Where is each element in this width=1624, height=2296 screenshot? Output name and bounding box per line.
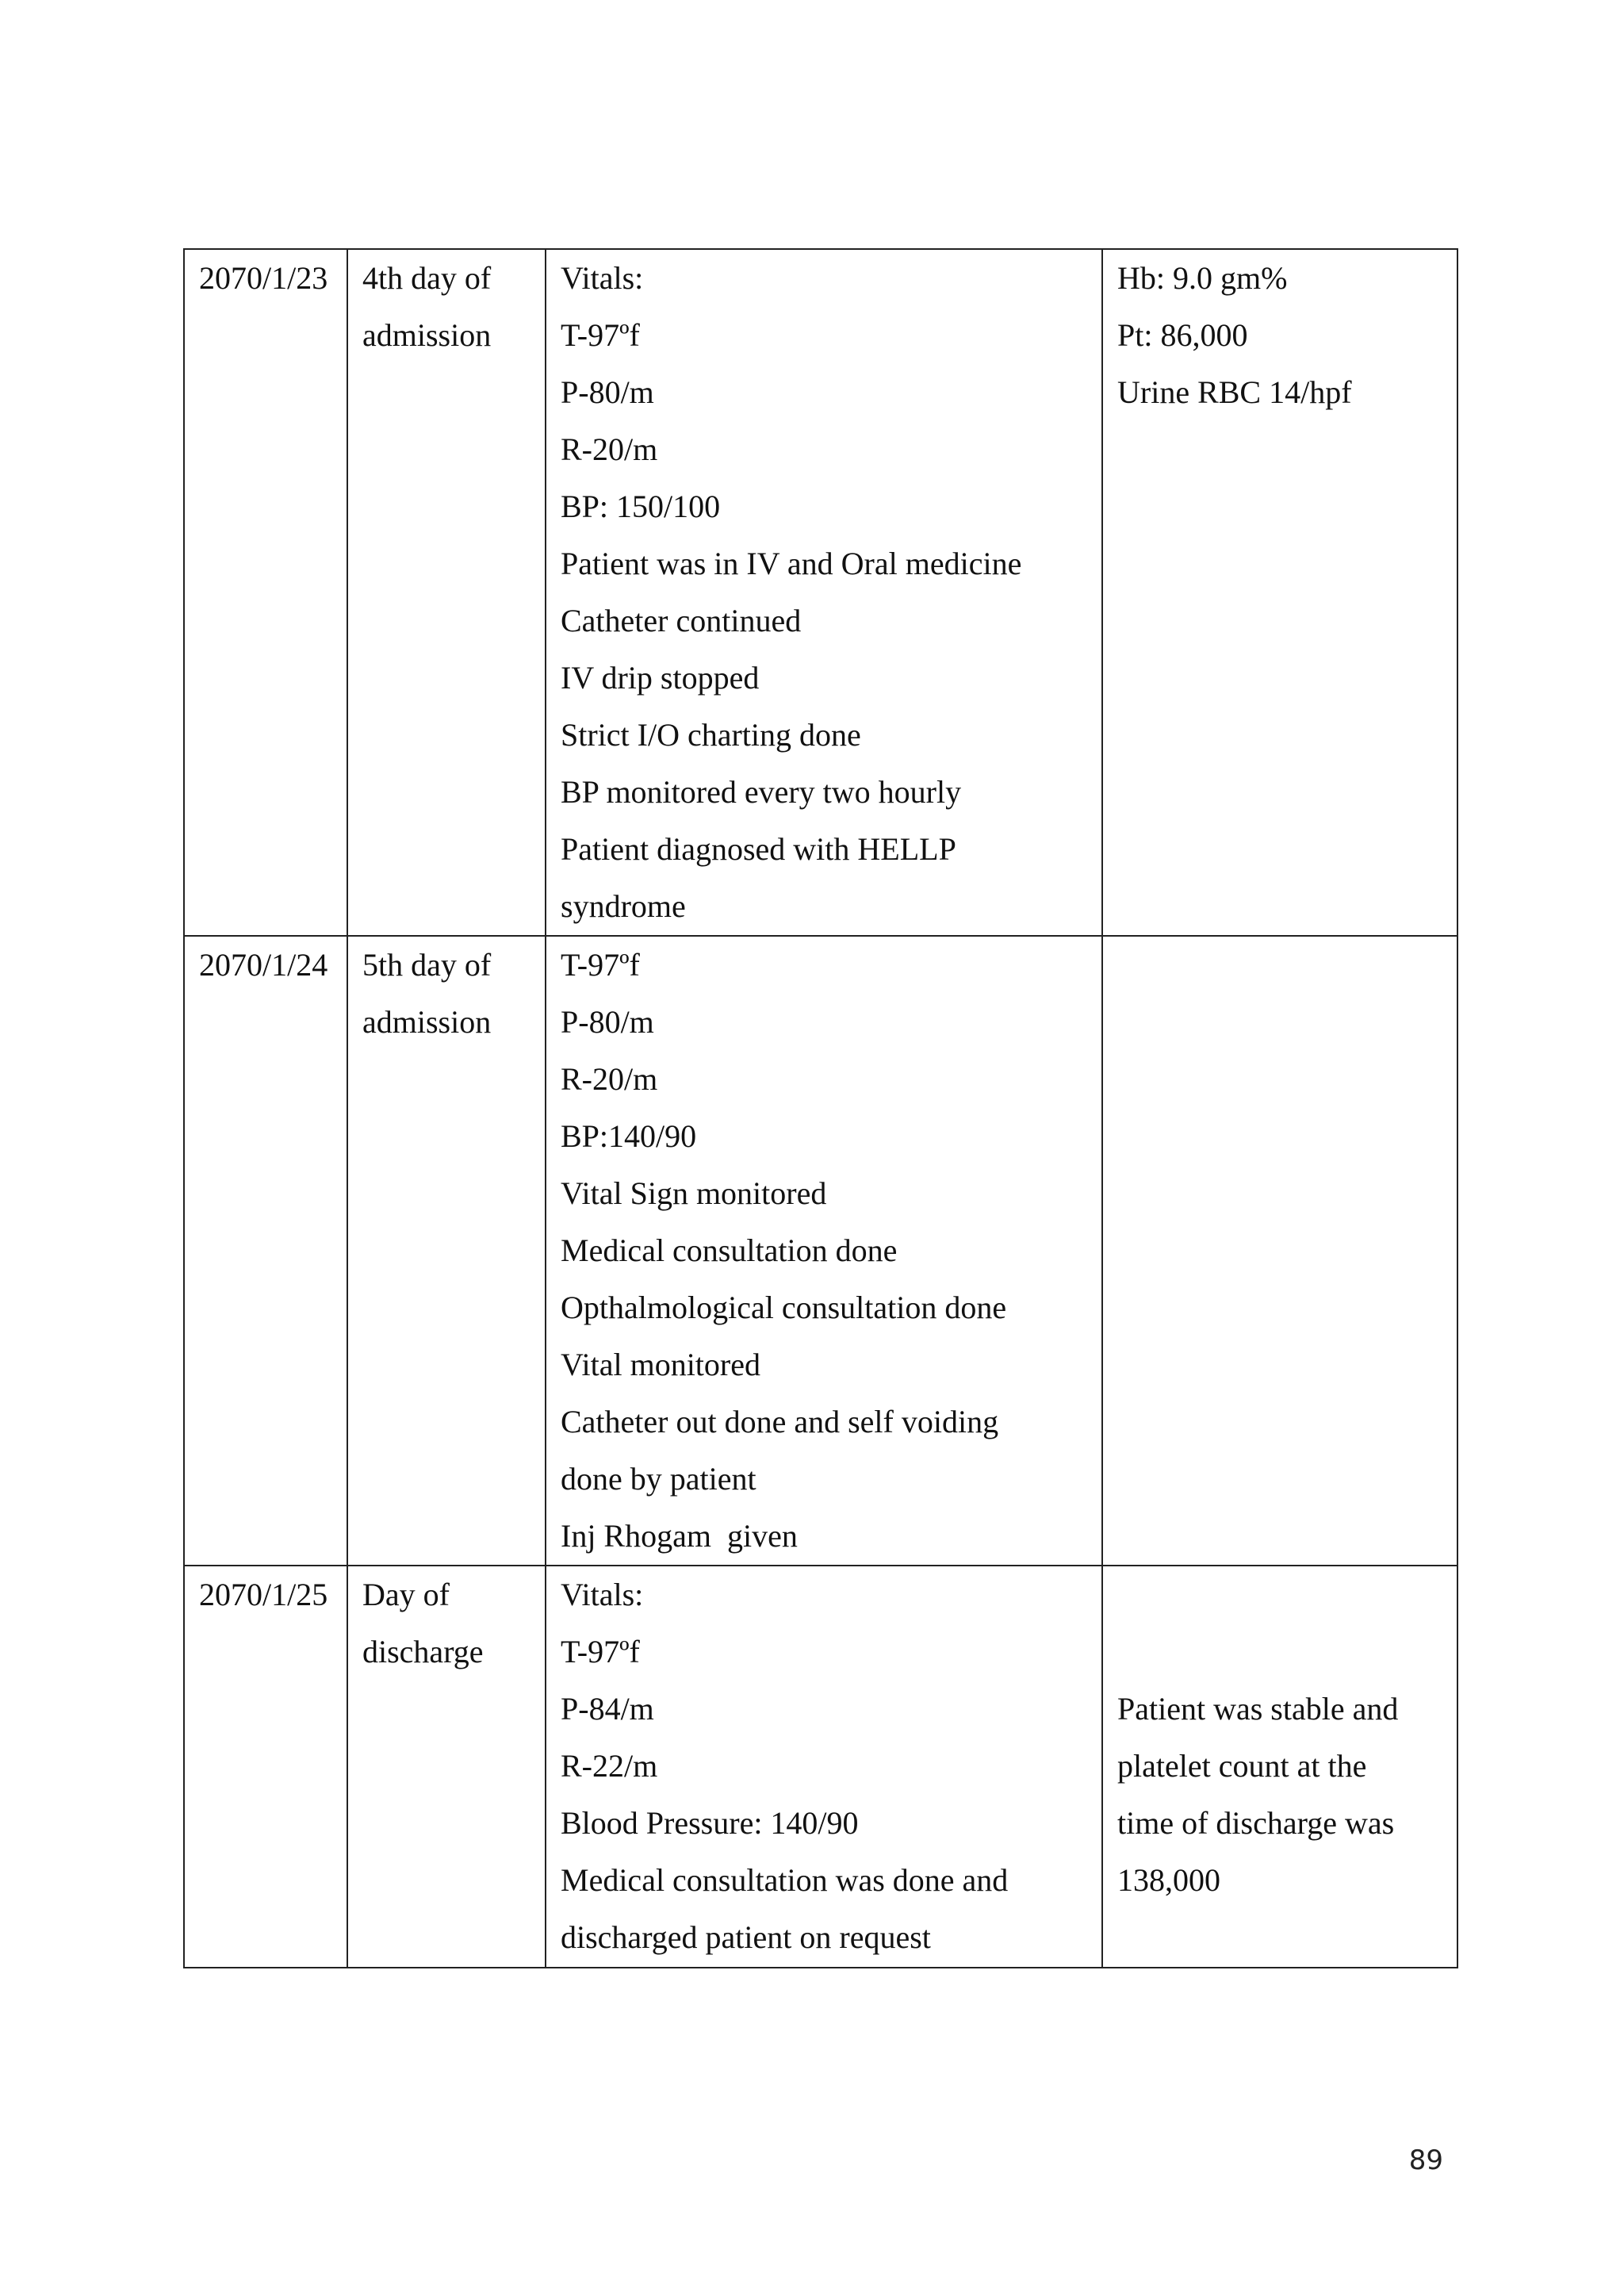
table-row (184, 249, 1457, 936)
notes-cell: Vitals: T-97ºf P-80/m R-20/m BP: 150/100 Patient was in IV and Oral medicine Catheter continued IV drip stopped Strict I/O charting done BP monitored every two hourly Patient diagnosed with HELLP syndrome (546, 249, 1102, 936)
day-cell: 4th day of admission (347, 249, 546, 936)
lab-results-cell: Hb: 9.0 gm% Pt: 86,000 Urine RBC 14/hpf (1102, 249, 1457, 936)
cell-spacer (1117, 1566, 1442, 1623)
lab-results-cell (1102, 936, 1457, 1566)
lab-results-cell: Patient was stable and platelet count at the time of discharge was 138,000 (1102, 1566, 1457, 1968)
cell-spacer (1117, 1623, 1442, 1681)
table-row (184, 1566, 1457, 1968)
table-row (184, 936, 1457, 1566)
day-cell: 5th day of admission (347, 936, 546, 1566)
date-cell: 2070/1/24 (184, 936, 347, 1566)
patient-progress-table (183, 248, 1458, 1968)
notes-cell: T-97ºf P-80/m R-20/m BP:140/90 Vital Sign monitored Medical consultation done Opthalmological consultation done Vital monitored Catheter out done and self voiding done by patient Inj Rhogam given (546, 936, 1102, 1566)
day-cell: Day of discharge (347, 1566, 546, 1968)
page-number: 89 (1408, 2145, 1443, 2176)
date-cell: 2070/1/25 (184, 1566, 347, 1968)
date-cell: 2070/1/23 (184, 249, 347, 936)
notes-cell: Vitals: T-97ºf P-84/m R-22/m Blood Pressure: 140/90 Medical consultation was done and discharged patient on request (546, 1566, 1102, 1968)
